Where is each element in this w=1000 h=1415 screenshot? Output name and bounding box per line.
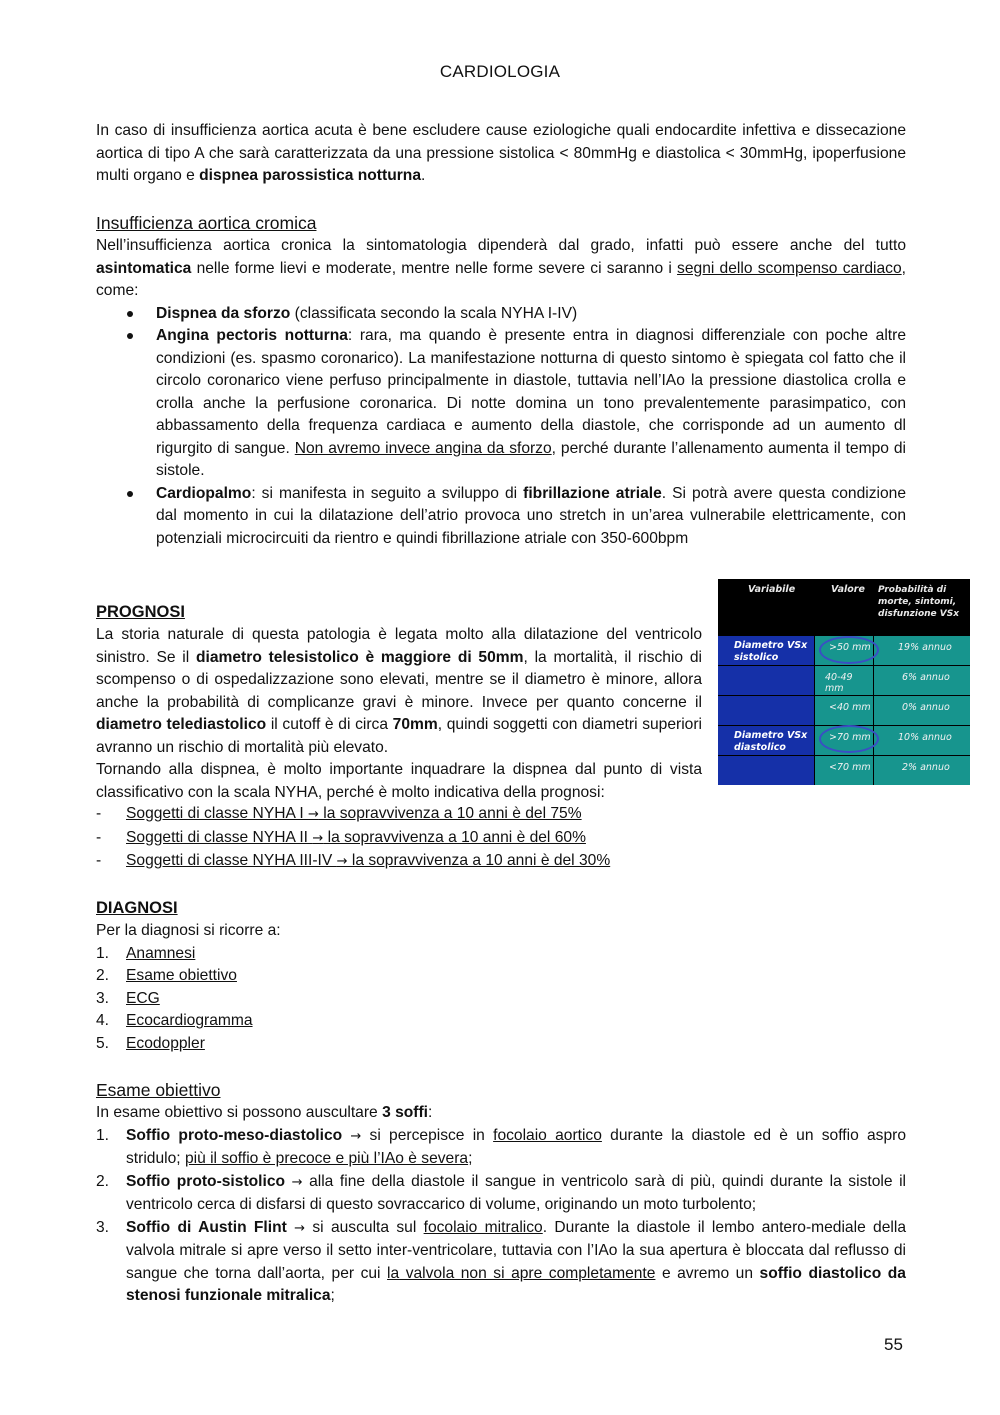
- bullet-bold-2: fibrillazione atriale: [523, 484, 662, 502]
- list-item: 3. ECG: [96, 989, 160, 1007]
- exam-intro: In esame obiettivo si possono auscultare 3 soffi:: [96, 1104, 433, 1121]
- table-col-probability: Probabilità di morte, sintomi, disfunzione VSx: [878, 585, 960, 619]
- intro-paragraph: [96, 120, 906, 188]
- list-item: 4. Ecocardiogramma: [96, 1012, 253, 1029]
- bullet-text: (classificata secondo la scala NYHA I-IV): [290, 304, 578, 322]
- arrow-icon: →: [312, 830, 324, 846]
- bullet-underline: Non avremo invece angina da sforzo: [294, 439, 552, 457]
- exam-heading: Esame obiettivo: [96, 1080, 221, 1100]
- prognosis-paragraph-1: [96, 624, 702, 759]
- bullet-bold: Dispnea da sforzo: [156, 304, 291, 322]
- bullet-bold: Angina pectoris notturna: [156, 327, 348, 344]
- table-row: [718, 696, 970, 725]
- intro-text: In caso di insufficienza aortica acuta è bene escludere cause eziologiche quali endocardite infettiva e dissecazione aortica di tipo A che sarà caratterizzata da una pressione sistolica < 80mmHg e diastolica < 30mmHg, ipoperfusione multi organo e: [96, 122, 906, 184]
- diagnosis-item: Ecodoppler: [126, 1034, 205, 1052]
- list-item: [96, 325, 906, 483]
- table-row: [718, 666, 970, 695]
- intro-end: .: [421, 167, 426, 184]
- nyha-item-text: Soggetti di classe NYHA I → la sopravvivenza a 10 anni è del 75%: [126, 805, 582, 822]
- chronic-underline: segni dello scompenso cardiaco: [677, 259, 902, 277]
- chronic-paragraph: [96, 235, 906, 303]
- chronic-text-c: , come:: [96, 259, 906, 299]
- table-row: [718, 756, 970, 785]
- page-header: CARDIOLOGIA: [439, 62, 561, 81]
- table-cell-prob: 6% annuo: [902, 672, 950, 683]
- nyha-item-text: Soggetti di classe NYHA II → la sopravvivenza a 10 anni è del 60%: [126, 828, 586, 846]
- prognosis-text: il cutoff è di circa: [266, 716, 393, 733]
- prognosis-section: [96, 600, 702, 804]
- table-cell-value: >70 mm: [829, 732, 871, 743]
- chronic-text-a: Nell’insufficienza aortica cronica la sintomatologia dipenderà dal grado, infatti può essere anche del tutto: [96, 237, 906, 254]
- chronic-text-b: nelle forme lievi e moderate, mentre nelle forme severe ci saranno i: [191, 259, 678, 277]
- nyha-list: [96, 803, 906, 874]
- table-cell-value: <40 mm: [829, 702, 871, 713]
- table-cell-value: <70 mm: [829, 762, 871, 773]
- list-item: 1. Anamnesi: [96, 944, 196, 962]
- table-col-variable: Variabile: [748, 584, 796, 595]
- diagnosis-item: Ecocardiogramma: [126, 1012, 253, 1029]
- list-item: 1. Soffio proto-meso-diastolico → si percepisce in focolaio aortico durante la diastole ed è un soffio aspro stridulo; più il soffio è precoce e più l’IAo è severa;: [96, 1126, 906, 1167]
- arrow-icon: →: [294, 1220, 306, 1236]
- chronic-heading: Insufficienza aortica cromica: [96, 213, 317, 233]
- table-group-label: Diametro VSx sistolico: [734, 640, 808, 663]
- prognosis-text: , quindi soggetti con diametri superiori avranno un rischio di mortalità più elevato.: [96, 716, 703, 756]
- chronic-bold: asintomatica: [96, 259, 192, 277]
- murmur-list: [96, 1125, 906, 1308]
- arrow-icon: →: [336, 854, 348, 869]
- dash-icon: -: [96, 852, 102, 869]
- prognosis-bold: diametro telesistolico è maggiore di 50mm: [195, 648, 524, 666]
- table-cell-prob: 2% annuo: [902, 762, 950, 773]
- nyha-list-wrap: [96, 803, 906, 874]
- bullet-text-end: . Si potrà avere questa condizione dal momento in cui la dilatazione dell’atrio provoca uno stretch in un’area vulnerabile elettricamente, con potenziali microcircuiti da rientro e quindi fibrillazione atriale con 350-600bpm: [156, 484, 906, 547]
- bullet-text-end: , perché durante l’allenamento aumenta il tempo di sistole.: [156, 439, 906, 479]
- page-number: 55: [884, 1335, 903, 1354]
- table-header: [718, 579, 970, 636]
- list-item: 5. Ecodoppler: [96, 1034, 205, 1052]
- prognosis-bold: 70mm: [392, 716, 438, 733]
- table-cell-prob: 0% annuo: [902, 702, 950, 713]
- bullet-text: : rara, ma quando è presente entra in diagnosi differenziale con poche altre condizioni (es. spasmo coronarico). La manifestazione notturna di questo sintomo è spiegata col fatto che il circolo coronarico viene perfuso principalmente in diastole, tuttavia nell’IAo la pressione diastolica crolla e crolla anche la perfusione coronarica. Di notte domina un tono prevalentemente parasimpatico, con abbassamento della frequenza cardiaca e aumento della diastole, che corrisponde ad un aumento dl rigurgito di sangue.: [156, 327, 906, 457]
- table-cell-value: >50 mm: [829, 642, 871, 653]
- intro-bold: dispnea parossistica notturna: [199, 167, 421, 184]
- table-cell-prob: 19% annuo: [898, 642, 952, 653]
- bullet-bold: Cardiopalmo: [156, 484, 252, 502]
- prognosis-text: , la mortalità, il rischio di scompenso o di ospedalizzazione sono elevati, mentre se il diametro è minore, allora anche la probabilità di complicanze gravi è minore. Invece per quanto concerne il: [96, 648, 702, 711]
- list-item: [96, 827, 906, 851]
- exam-section: [96, 1078, 906, 1308]
- symptom-list: [96, 303, 906, 551]
- diagnosis-list: [96, 943, 906, 1056]
- table-col-value: Valore: [831, 584, 865, 595]
- table-cell-value: 40-49 mm: [825, 672, 853, 694]
- arrow-icon: →: [291, 1174, 303, 1190]
- arrow-icon: →: [308, 807, 319, 822]
- diagnosis-intro: Per la diagnosi si ricorre a:: [96, 922, 281, 939]
- prognosis-paragraph-2: Tornando alla dispnea, è molto importante inquadrare la dispnea dal punto di vista classificativo con la scala NYHA, perché è molto indicativa della prognosi:: [96, 761, 702, 801]
- diagnosis-heading: DIAGNOSI: [96, 899, 178, 917]
- bullet-icon: [127, 311, 133, 317]
- highlight-ellipse: [819, 636, 879, 664]
- nyha-item-text: Soggetti di classe NYHA III-IV → la sopravvivenza a 10 anni è del 30%: [126, 852, 611, 869]
- prognosis-table-image: [718, 579, 970, 785]
- list-item: 2. Esame obiettivo: [96, 967, 237, 984]
- dash-icon: -: [96, 828, 102, 846]
- chronic-section: [96, 211, 906, 550]
- prognosis-heading: PROGNOSI: [96, 603, 185, 621]
- bullet-text: : si manifesta in seguito a sviluppo di: [251, 484, 524, 502]
- prognosis-text: La storia naturale di questa patologia è legata molto alla dilatazione del ventricolo sinistro. Se il: [96, 626, 702, 666]
- bullet-icon: [127, 333, 133, 339]
- list-item: [96, 303, 906, 326]
- highlight-ellipse: [819, 725, 879, 753]
- list-item: [96, 483, 906, 551]
- list-item: [96, 850, 906, 874]
- dash-icon: -: [96, 805, 102, 822]
- table-cell-prob: 10% annuo: [898, 732, 952, 743]
- arrow-icon: →: [350, 1128, 362, 1144]
- diagnosis-item: ECG: [126, 989, 160, 1007]
- list-item: 2. Soffio proto-sistolico → alla fine della diastole il sangue in ventricolo sarà di più, quindi durante la sistole il ventricolo cerca di disfarsi di questo sovraccarico di volume, originando un moto turbolento;: [96, 1172, 907, 1213]
- bullet-icon: [127, 491, 133, 497]
- diagnosis-item: Esame obiettivo: [126, 967, 237, 984]
- list-item: 3. Soffio di Austin Flint → si ausculta sul focolaio mitralico. Durante la diastole il lembo antero-mediale della valvola mitrale si apre verso il setto inter-ventricolare, tuttavia con l’IAo la sua apertura è bloccata dal reflusso di sangue che torna dall’aorta, per cui la valvola non si apre completamente e avremo un soffio diastolico da stenosi funzionale mitralica;: [96, 1218, 907, 1304]
- prognosis-bold: diametro telediastolico: [96, 716, 267, 733]
- diagnosis-section: [96, 896, 906, 1055]
- list-item: [96, 803, 906, 827]
- diagnosis-item: Anamnesi: [126, 944, 196, 962]
- table-group-label: Diametro VSx diastolico: [734, 730, 808, 753]
